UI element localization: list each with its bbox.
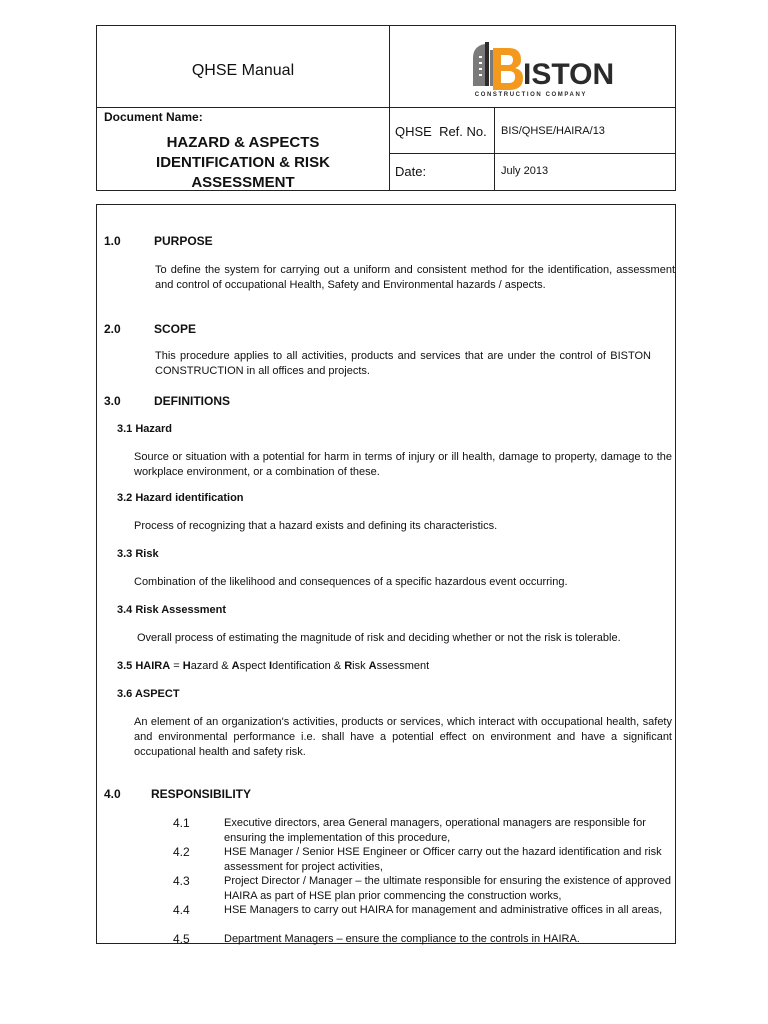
- definition-haira: [117, 660, 429, 672]
- section-number-definitions: 3.0: [104, 394, 121, 408]
- haira-word-aspect: spect: [239, 660, 269, 672]
- document-title-line-2: IDENTIFICATION & RISK: [156, 154, 330, 171]
- responsibility-number: 4.1: [173, 816, 190, 830]
- responsibility-text: Department Managers – ensure the compliance to the controls in HAIRA.: [224, 933, 580, 945]
- section-number-responsibility: 4.0: [104, 787, 121, 801]
- document-title: [97, 133, 389, 193]
- header-divider-horizontal: [97, 107, 675, 108]
- definition-haira-title: 3.5 HAIRA: [117, 660, 171, 672]
- responsibility-number: 4.2: [173, 845, 190, 859]
- section-number-purpose: 1.0: [104, 234, 121, 248]
- haira-letter-a: A: [231, 660, 240, 672]
- haira-word-assessment: ssessment: [376, 660, 430, 672]
- definition-risk-title: 3.3 Risk: [117, 548, 159, 560]
- definition-hazard-title: 3.1 Hazard: [117, 423, 173, 435]
- header-divider-value: [494, 107, 495, 190]
- document-header: [96, 25, 676, 191]
- responsibility-text: Executive directors, area General managers, operational managers are responsible for ensuring the implementation of this procedure,: [224, 817, 646, 844]
- manual-title: QHSE Manual: [191, 62, 295, 79]
- haira-letter-r: R: [344, 660, 353, 672]
- definition-hazard-identification-title: 3.2 Hazard identification: [117, 492, 244, 504]
- date-value: July 2013: [501, 165, 549, 177]
- section-title-definitions: DEFINITIONS: [154, 394, 231, 408]
- logo-brand-text: ISTON: [523, 58, 615, 91]
- definition-risk-text: Combination of the likelihood and consequences of a specific hazardous event occurring.: [134, 576, 568, 588]
- section-number-scope: 2.0: [104, 322, 121, 336]
- ref-number-label: QHSE Ref. No.: [395, 124, 487, 139]
- haira-word-identification: dentification &: [272, 660, 345, 672]
- header-divider-ref-date: [389, 153, 675, 154]
- haira-letter-h: H: [182, 660, 191, 672]
- document-title-line-3: ASSESSMENT: [191, 174, 295, 191]
- purpose-text: To define the system for carrying out a uniform and consistent method for the identification, assessment and control of occupational Health, Safety and Environmental hazards / aspects.: [155, 264, 675, 291]
- header-divider-vertical: [389, 26, 390, 190]
- responsibility-text: HSE Manager / Senior HSE Engineer or Officer carry out the hazard identification and risk assessment for project activities,: [224, 846, 662, 873]
- definition-risk-assessment-title: 3.4 Risk Assessment: [117, 604, 227, 616]
- section-title-purpose: PURPOSE: [154, 234, 213, 248]
- section-title-scope: SCOPE: [154, 322, 197, 336]
- haira-letter-a2: A: [368, 660, 377, 672]
- document-title-line-1: HAZARD & ASPECTS: [166, 134, 320, 151]
- haira-letter-i: I: [268, 660, 273, 672]
- responsibility-number: 4.4: [173, 903, 190, 917]
- definition-aspect-text: An element of an organization's activities, products or services, which interact with occupational health, safety and environmental performance i.e. shall have a potential effect on environment and have a significant occupational health and safety risk.: [134, 716, 672, 758]
- haira-word-hazard: azard &: [190, 660, 232, 672]
- company-logo: [459, 36, 615, 106]
- document-body: [96, 204, 676, 944]
- ref-number-value: BIS/QHSE/HAIRA/13: [501, 125, 605, 137]
- date-label: Date:: [395, 164, 427, 179]
- definition-aspect-title: 3.6 ASPECT: [117, 688, 180, 700]
- responsibility-text: HSE Managers to carry out HAIRA for management and administrative offices in all areas,: [224, 904, 663, 916]
- definition-risk-assessment-text: Overall process of estimating the magnitude of risk and deciding whether or not the risk is tolerable.: [137, 632, 621, 644]
- document-name-label: Document Name:: [104, 110, 203, 124]
- logo-tagline: CONSTRUCTION COMPANY: [474, 92, 587, 98]
- responsibility-text: Project Director / Manager – the ultimate responsible for ensuring the existence of approved HAIRA as part of HSE plan prior commencing the construction works,: [224, 875, 671, 902]
- responsibility-number: 4.5: [173, 932, 190, 946]
- definition-hazard-text: Source or situation with a potential for harm in terms of injury or ill health, damage to property, damage to the workplace environment, or a combination of these.: [134, 451, 672, 478]
- responsibility-number: 4.3: [173, 874, 190, 888]
- definition-haira-equals: =: [170, 660, 183, 672]
- scope-text: This procedure applies to all activities, products and services that are under the control of BISTON CONSTRUCTION in all offices and projects.: [155, 350, 651, 377]
- definition-hazard-identification-text: Process of recognizing that a hazard exists and defining its characteristics.: [134, 520, 498, 532]
- section-title-responsibility: RESPONSIBILITY: [151, 787, 252, 801]
- haira-word-risk: isk: [352, 660, 369, 672]
